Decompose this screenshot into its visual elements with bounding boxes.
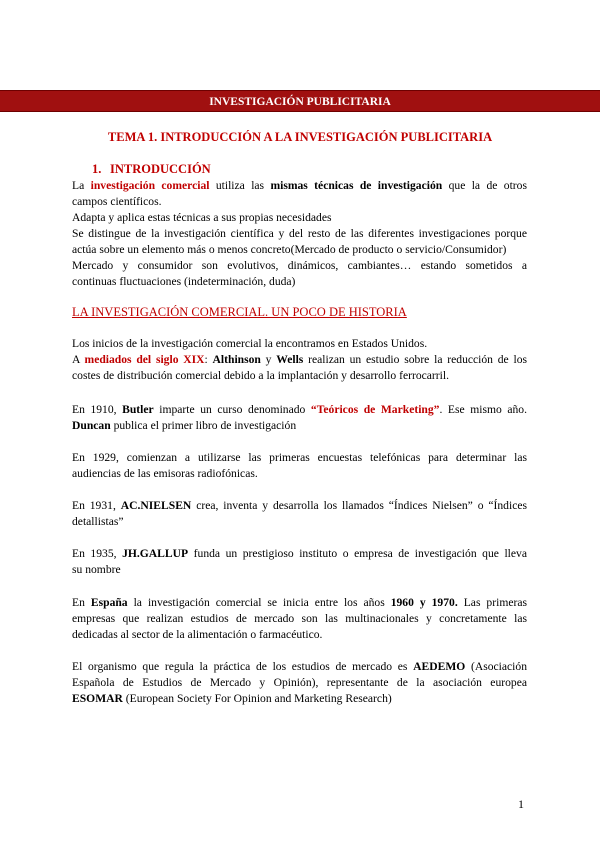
paragraph-history-1 [72,336,527,384]
text-run: y [260,353,277,366]
paragraph-line: Española de Estudios de Mercado y Opinión), representante de la asociación europea [72,676,527,689]
text-run: la investigación comercial se inicia entre los años [127,596,391,609]
paragraph-line: campos científicos. [72,195,162,208]
paragraph-line [72,418,527,434]
text-run: publica el primer libro de investigación [110,419,297,432]
paragraph-line: continuas fluctuaciones (indeterminación, duda) [72,275,296,288]
section-number: 1. [92,162,102,176]
bold-term: Wells [276,353,304,366]
section-heading-historia: LA INVESTIGACIÓN COMERCIAL. UN POCO DE HISTORIA [72,305,407,319]
text-run: (European Society For Opinion and Marketing Research) [122,692,392,705]
document-title: TEMA 1. INTRODUCCIÓN A LA INVESTIGACIÓN PUBLICITARIA [107,130,493,144]
paragraph-line [72,178,527,194]
text-run: crea, inventa y desarrolla los llamados “Índices Nielsen” o “Índices [191,499,528,512]
paragraph-intro-4 [72,258,527,290]
text-run: . Ese mismo año. [439,403,527,416]
paragraph-history-5 [72,546,527,578]
paragraph-intro-2 [72,210,527,226]
text-run: En 1910, [72,403,123,416]
paragraph-history-3 [72,450,527,482]
bold-term: Butler [122,403,154,416]
bold-term: mismas técnicas de investigación [270,179,443,192]
paragraph-line: detallistas” [72,515,124,528]
text-run: El organismo que regula la práctica de los estudios de mercado es [72,660,414,673]
section-heading-introduccion [92,162,211,177]
text-run: utiliza las [209,179,271,192]
bold-term: AC.NIELSEN [120,499,192,512]
paragraph-line [72,352,527,368]
paragraph-intro-1 [72,178,527,210]
page-number: 1 [518,797,524,811]
header-bar [0,90,600,112]
text-run: En [72,596,91,609]
section-heading-text: INTRODUCCIÓN [110,162,211,176]
paragraph-line: actúa sobre un elemento más o menos concreto(Mercado de producto o servicio/Consumidor) [72,243,507,256]
paragraph-history-2 [72,402,527,434]
text-run: : [204,353,213,366]
paragraph-line: Los inicios de la investigación comercial la encontramos en Estados Unidos. [72,337,428,350]
paragraph-line [72,402,527,418]
bold-term: AEDEMO [413,660,466,673]
paragraph-line [72,595,527,611]
paragraph-line: audiencias de las emisoras radiofónicas. [72,467,258,480]
text-run: que la de otros [442,179,527,192]
paragraph-line [72,498,527,514]
text-run: Las primeras [457,596,527,609]
paragraph-line [72,659,527,675]
highlight-term: mediados del siglo XIX [84,353,205,366]
paragraph-line [72,546,527,562]
text-run: A [72,353,85,366]
bold-term: Duncan [72,419,111,432]
text-run: La [72,179,91,192]
paragraph-history-6 [72,595,527,643]
bold-term: Althinson [212,353,261,366]
highlight-term: investigación comercial [90,179,210,192]
paragraph-line: Se distingue de la investigación científica y del resto de las diferentes investigaciones porque [72,227,527,240]
paragraph-line: empresas que realizan estudios de mercado son las multinacionales y concretamente las [72,612,527,625]
header-title: INVESTIGACIÓN PUBLICITARIA [209,96,391,108]
text-run: (Asociación [465,660,527,673]
bold-term: 1960 y 1970. [390,596,458,609]
text-run: realizan un estudio sobre la reducción de los [303,353,528,366]
text-run: En 1931, [72,499,121,512]
paragraph-history-4 [72,498,527,530]
paragraph-line: costes de distribución comercial debido a la implantación y desarrollo ferrocarril. [72,369,449,382]
paragraph-line: dedicadas al sector de la alimentación o farmacéutico. [72,628,323,641]
bold-term: JH.GALLUP [122,547,189,560]
paragraph-line [72,691,527,707]
paragraph-line: En 1929, comienzan a utilizarse las primeras encuestas telefónicas para determinar las [72,451,527,464]
text-run: En 1935, [72,547,123,560]
paragraph-history-7 [72,659,527,707]
paragraph-line: Adapta y aplica estas técnicas a sus propias necesidades [72,211,332,224]
paragraph-line: su nombre [72,563,121,576]
paragraph-intro-3 [72,226,527,258]
text-run: imparte un curso denominado [153,403,311,416]
text-run: funda un prestigioso instituto o empresa de investigación que lleva [188,547,527,560]
highlight-term: “Teóricos de Marketing” [310,403,440,416]
bold-term: ESOMAR [72,692,123,705]
bold-term: España [90,596,128,609]
paragraph-line: Mercado y consumidor son evolutivos, dinámicos, cambiantes… estando sometidos a [72,259,527,272]
